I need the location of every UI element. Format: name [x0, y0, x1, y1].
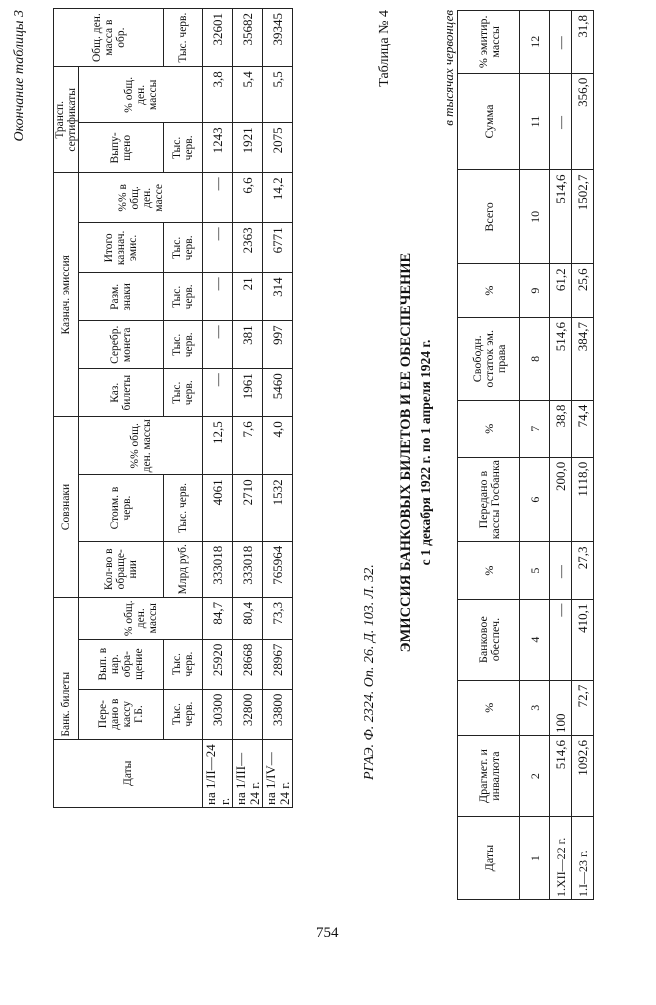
table3-header-tr2: % общ. ден. массы [79, 67, 203, 123]
table4-label: Таблица № 4 [377, 10, 392, 87]
table4-cell: — [550, 11, 572, 74]
table4-colnum: 5 [520, 542, 550, 599]
table4-cell: — [550, 73, 572, 170]
table3-cell: 33800 [263, 689, 293, 739]
table3-unit: Тыс. черв. [164, 223, 203, 273]
table-row [203, 9, 233, 808]
table3-cell: 997 [263, 321, 293, 369]
table3-cell: 1532 [263, 475, 293, 541]
table3-cell: 12,5 [203, 417, 233, 475]
table3-cell: 35682 [233, 9, 263, 67]
table3-header-kaz4: Итого казнач. эмис. [79, 223, 164, 273]
table4-cell: 514,6 [550, 170, 572, 264]
table4-cell-date: 1.XII—22 г. [550, 817, 572, 900]
table4-number-row [520, 11, 550, 900]
table-row [263, 9, 293, 808]
table3-unit: Млрд руб. [164, 541, 203, 597]
table3-cell: 21 [233, 273, 263, 321]
table3-unit-row [164, 9, 203, 808]
page-number: 754 [316, 925, 339, 941]
table3-cell: 4,0 [263, 417, 293, 475]
table4-colnum: 10 [520, 170, 550, 264]
table4-cell: 72,7 [572, 680, 594, 735]
table3-cell-date: на 1/IV—24 г. [263, 739, 293, 807]
table4-header: Драгмет. и инвалюта [458, 735, 520, 816]
table4-colnum: 7 [520, 400, 550, 457]
table3-header-row [79, 9, 164, 808]
table3-cell: — [203, 369, 233, 417]
table3-group-trans: Трансп. сертификаты [54, 67, 79, 173]
table3-unit: Тыс. черв. [164, 475, 203, 541]
table3-unit: Тыс. черв. [164, 689, 203, 739]
source-note: РГАЭ. Ф. 2324. Оп. 26. Д. 103. Л. 32. [362, 564, 377, 780]
table3-header-sov2: Стоим. в черв. [79, 475, 164, 541]
table4-cell: 1502,7 [572, 170, 594, 264]
table3-unit: Тыс. черв. [164, 369, 203, 417]
table4-colnum: 2 [520, 735, 550, 816]
table4-cell: 1118,0 [572, 457, 594, 542]
table4-colnum: 1 [520, 817, 550, 900]
table4-cell: 1092,6 [572, 735, 594, 816]
table3-cell: 32601 [203, 9, 233, 67]
table3-cell: 1921 [233, 123, 263, 173]
table4-cell: — [550, 599, 572, 680]
table3-cell-date: на 1/III—24 г. [233, 739, 263, 807]
table3-cell: 84,7 [203, 597, 233, 639]
table3-header-kaz1: Каз. билеты [79, 369, 164, 417]
table3-cell: 28668 [233, 639, 263, 689]
table4-colnum: 3 [520, 680, 550, 735]
table3-unit: Тыс. черв. [164, 273, 203, 321]
table4-cell: 356,0 [572, 73, 594, 170]
table3-cell: 333018 [233, 541, 263, 597]
table4-cell: 74,4 [572, 400, 594, 457]
table4-cell: 61,2 [550, 264, 572, 318]
table3-group-bank: Банк. билеты [54, 597, 79, 739]
table4-header: Даты [458, 817, 520, 900]
table3-cell: 2710 [233, 475, 263, 541]
table3-cell: — [203, 173, 233, 223]
table3-unit: Тыс. черв. [164, 639, 203, 689]
table3-caption: Окончание таблицы 3 [12, 10, 27, 142]
table3-header-total: Общ. ден. масса в обр. [54, 9, 164, 67]
table3-cell: 32800 [233, 689, 263, 739]
table-row [572, 11, 594, 900]
table4-subtitle: с 1 декабря 1922 г. по 1 апреля 1924 г. [418, 339, 433, 566]
table3-cell: 5460 [263, 369, 293, 417]
table4 [457, 10, 594, 900]
table3-cell: 1961 [233, 369, 263, 417]
table4-cell: 38,8 [550, 400, 572, 457]
table3 [53, 8, 293, 808]
table3-cell: 73,3 [263, 597, 293, 639]
table4-colnum: 12 [520, 11, 550, 74]
table3-cell: 5,5 [263, 67, 293, 123]
table4-colnum: 8 [520, 317, 550, 400]
table3-header-tr1: Выпу-щено [79, 123, 164, 173]
table3-header-bank1: Пере-дано в кассу Г.Б. [79, 689, 164, 739]
table4-cell: 514,6 [550, 735, 572, 816]
table4-header: % [458, 400, 520, 457]
table3-header-bank3: % общ. ден. массы [79, 597, 203, 639]
table4-title: ЭМИССИЯ БАНКОВЫХ БИЛЕТОВ И ЕЕ ОБЕСПЕЧЕНИЕ [398, 252, 414, 653]
table-row [550, 11, 572, 900]
table3-cell: 28967 [263, 639, 293, 689]
table4-cell: 410,1 [572, 599, 594, 680]
table4-unit-note: в тысячах червонцев [441, 10, 456, 126]
table4-header: % [458, 680, 520, 735]
table3-cell: 4061 [203, 475, 233, 541]
table3-group-sovznak: Совзнаки [54, 417, 79, 598]
table4-cell: 384,7 [572, 317, 594, 400]
table3-cell: — [203, 321, 233, 369]
table3-header-kaz2: Серебр. монета [79, 321, 164, 369]
table4-header-row [458, 11, 520, 900]
table3-cell: 2075 [263, 123, 293, 173]
table3-cell: 5,4 [233, 67, 263, 123]
table3-cell: 765964 [263, 541, 293, 597]
table3-header-kaz3: Разм. знаки [79, 273, 164, 321]
table3-cell: 381 [233, 321, 263, 369]
table4-cell: 514,6 [550, 317, 572, 400]
table4-header: % [458, 264, 520, 318]
table3-cell: 80,4 [233, 597, 263, 639]
table4-header: Передано в кассы Госбанка [458, 457, 520, 542]
table3-unit: Тыс. черв. [164, 321, 203, 369]
table3-cell: 333018 [203, 541, 233, 597]
table3-cell: — [203, 223, 233, 273]
table3-cell: — [203, 273, 233, 321]
table3-cell: 2363 [233, 223, 263, 273]
table3-header-sov3: %% общ. ден. массы [79, 417, 203, 475]
table4-header: Банковое обеспеч. [458, 599, 520, 680]
table3-unit: Тыс. черв. [164, 123, 203, 173]
table3-group-header-row [54, 9, 79, 808]
table3-header-bank2: Вып. в нар. обра-щение [79, 639, 164, 689]
table4-colnum: 4 [520, 599, 550, 680]
table4-header: % [458, 542, 520, 599]
table3-header-kaz5: %% в общ. ден. массе [79, 173, 203, 223]
table-row [233, 9, 263, 808]
table4-colnum: 11 [520, 73, 550, 170]
table4-cell: 27,3 [572, 542, 594, 599]
table3-cell: 30300 [203, 689, 233, 739]
table3-cell: 25920 [203, 639, 233, 689]
table4-cell: 31,8 [572, 11, 594, 74]
table4-header: Сумма [458, 73, 520, 170]
table3-cell: 6771 [263, 223, 293, 273]
table4-cell: 200,0 [550, 457, 572, 542]
table3-group-kazn: Казнач. эмиссия [54, 173, 79, 417]
table3-header-sov1: Кол-во в обраще-нии [79, 541, 164, 597]
table3-header-dates: Даты [54, 739, 203, 807]
table4-cell-date: 1.I—23 г. [572, 817, 594, 900]
table3-cell-date: на 1/II—24 г. [203, 739, 233, 807]
table3-cell: 314 [263, 273, 293, 321]
table4-cell: 25,6 [572, 264, 594, 318]
table3-cell: 7,6 [233, 417, 263, 475]
table4-header: % эмитир. массы [458, 11, 520, 74]
table3-cell: 3,8 [203, 67, 233, 123]
table4-header: Свободн. остаток эм. права [458, 317, 520, 400]
table4-cell: — [550, 542, 572, 599]
table3-unit: Тыс. черв. [164, 9, 203, 67]
table3-cell: 39345 [263, 9, 293, 67]
table3-cell: 14,2 [263, 173, 293, 223]
table3-cell: 1243 [203, 123, 233, 173]
table4-cell: 100 [550, 680, 572, 735]
table4-header: Всего [458, 170, 520, 264]
table4-colnum: 9 [520, 264, 550, 318]
table3-cell: 6,6 [233, 173, 263, 223]
table4-colnum: 6 [520, 457, 550, 542]
